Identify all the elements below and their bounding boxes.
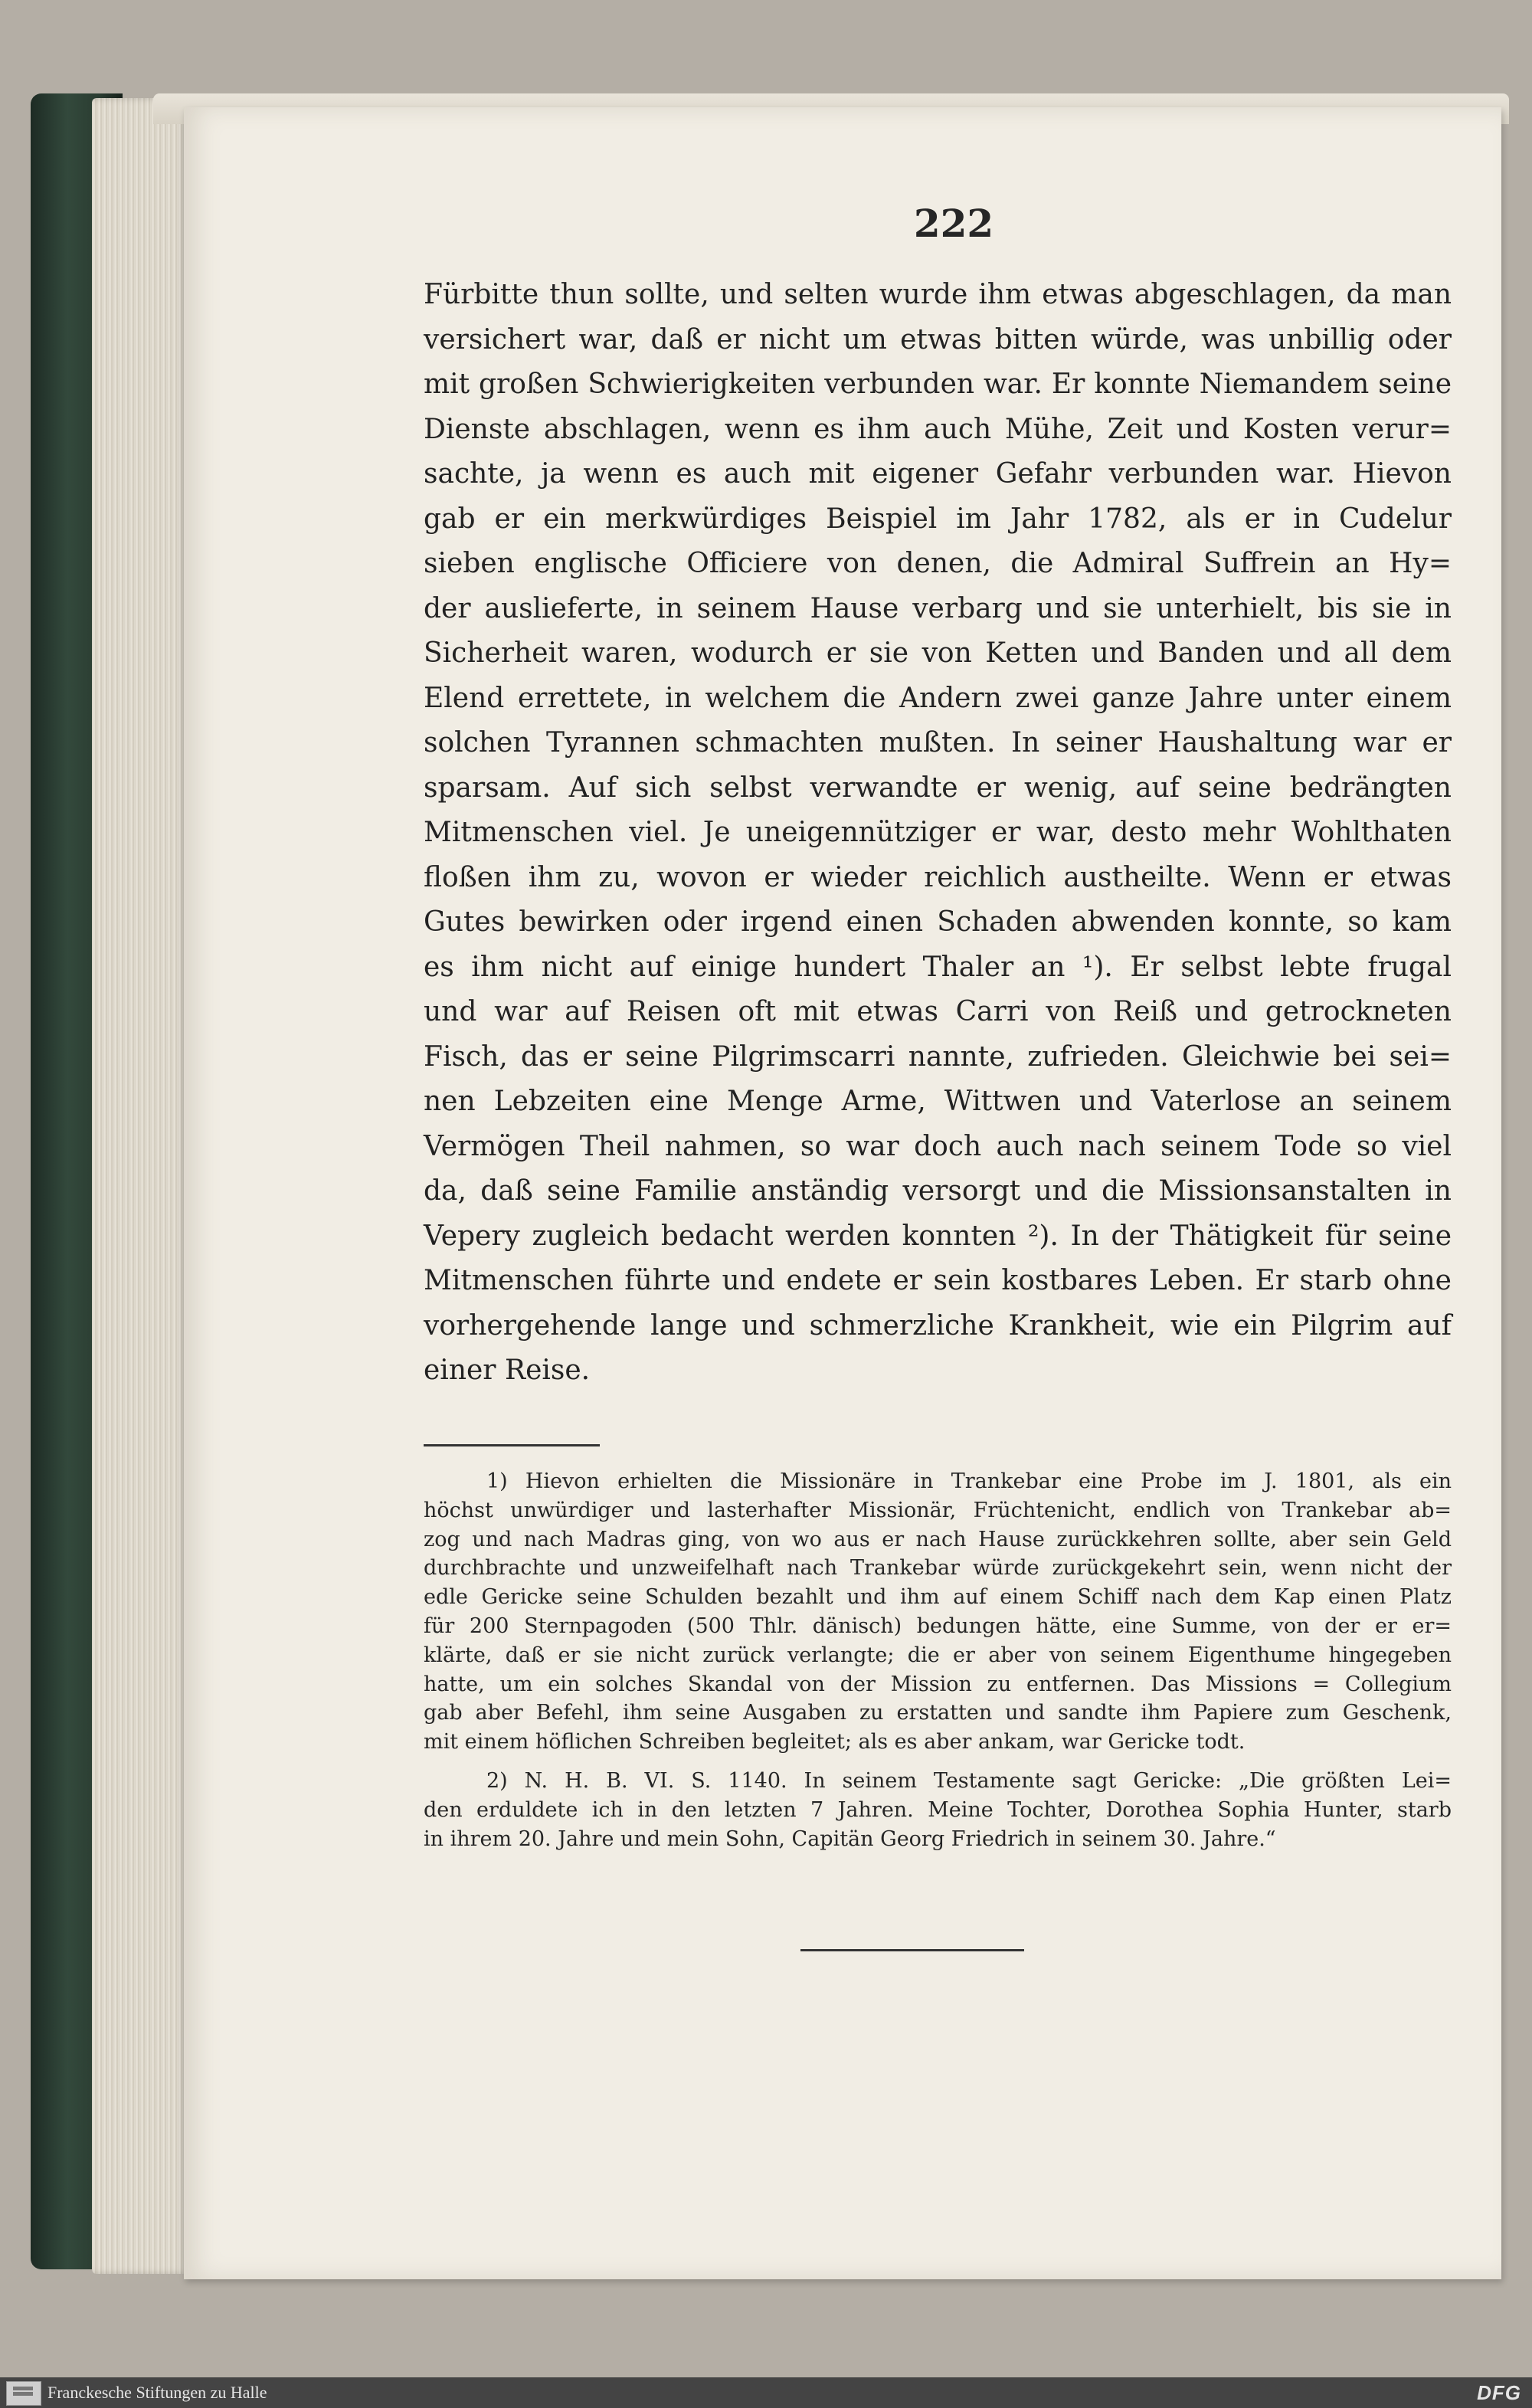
text-line: sieben englische Officiere von denen, die Admiral Suffrein an Hy= xyxy=(424,548,1452,579)
main-text xyxy=(424,273,1452,1394)
footnote-line: klärte, daß er sie nicht zurück verlangte; die er aber von seinem Eigenthume hingegeben xyxy=(424,1643,1452,1667)
text-line: floßen ihm zu, wovon er wieder reichlich austheilte. Wenn er etwas xyxy=(424,861,1452,893)
text-line: nen Lebzeiten eine Menge Arme, Wittwen und Vaterlose an seinem xyxy=(424,1086,1452,1117)
text-line: Sicherheit waren, wodurch er sie von Ketten und Banden und all dem xyxy=(424,637,1452,669)
institution-name: Franckesche Stiftungen zu Halle xyxy=(47,2383,267,2402)
text-line: Elend errettete, in welchem die Andern zwei ganze Jahre unter einem xyxy=(424,682,1452,714)
text-line: Gutes bewirken oder irgend einen Schaden abwenden konnte, so kam xyxy=(424,906,1452,938)
institution-logo-icon xyxy=(6,2381,41,2406)
footnote-line: den erduldete ich in den letzten 7 Jahren. Meine Tochter, Dorothea Sophia Hunter, starb xyxy=(424,1797,1452,1822)
page-number: 222 xyxy=(913,201,994,246)
text-line: Vepery zugleich bedacht werden konnten ²). In der Thätigkeit für seine xyxy=(424,1220,1452,1252)
footnote-line: höchst unwürdiger und lasterhafter Missionär, Früchtenicht, endlich von Trankebar ab= xyxy=(424,1498,1452,1522)
text-line: und war auf Reisen oft mit etwas Carri von Reiß und getrockneten xyxy=(424,996,1452,1027)
footnote-line: für 200 Sternpagoden (500 Thlr. dänisch) bedungen hätte, eine Summe, von der er er= xyxy=(424,1614,1452,1638)
footnotes xyxy=(424,1467,1452,1853)
text-line: Dienste abschlagen, wenn es ihm auch Mühe, Zeit und Kosten verur= xyxy=(424,413,1452,445)
text-line: Fisch, das er seine Pilgrimscarri nannte, zufrieden. Gleichwie bei sei= xyxy=(424,1040,1452,1073)
text-line: einer Reise. xyxy=(424,1355,591,1386)
footnote-line: edle Gericke seine Schulden bezahlt und ihm auf einem Schiff nach dem Kap einen Platz xyxy=(424,1585,1452,1610)
text-line: solchen Tyrannen schmachten mußten. In seiner Haushaltung war er xyxy=(424,727,1452,758)
end-rule xyxy=(800,1949,1024,1951)
footnote-line: durchbrachte und unzweifelhaft nach Trankebar würde zurückgekehrt sein, wenn nicht der xyxy=(424,1556,1452,1581)
text-line: sachte, ja wenn es auch mit eigener Gefahr verbunden war. Hievon xyxy=(424,458,1452,490)
dfg-logo: DFG xyxy=(1477,2381,1521,2404)
text-line: mit großen Schwierigkeiten verbunden war. Er konnte Niemandem seine xyxy=(424,369,1452,400)
text-line: Mitmenschen führte und endete er sein kostbares Leben. Er starb ohne xyxy=(424,1265,1452,1296)
text-line: vorhergehende lange und schmerzliche Krankheit, wie ein Pilgrim auf xyxy=(424,1309,1452,1342)
footnote-line: gab aber Befehl, ihm seine Ausgaben zu erstatten und sandte ihm Papiere zum Geschenk, xyxy=(424,1701,1452,1725)
footnote-line: mit einem höflichen Schreiben begleitet; als es aber ankam, war Gericke todt. xyxy=(424,1730,1246,1754)
footnote-line: zog und nach Madras ging, von wo aus er nach Hause zurückkehren sollte, aber sein Geld xyxy=(424,1527,1452,1551)
text-line: gab er ein merkwürdiges Beispiel im Jahr 1782, als er in Cudelur xyxy=(424,503,1452,535)
text-line: da, daß seine Familie anständig versorgt und die Missionsanstalten in xyxy=(424,1175,1452,1207)
footnote-line: hatte, um ein solches Skandal von der Mission zu entfernen. Das Missions = Collegium xyxy=(424,1672,1452,1696)
footnote-2 xyxy=(424,1767,1452,1853)
footnote-line: 2) N. H. B. VI. S. 1140. In seinem Testamente sagt Gericke: „Die größten Lei= xyxy=(486,1768,1452,1793)
footnote-line: in ihrem 20. Jahre und mein Sohn, Capitän Georg Friedrich in seinem 30. Jahre.“ xyxy=(424,1826,1276,1851)
text-line: sparsam. Auf sich selbst verwandte er wenig, auf seine bedrängten xyxy=(424,772,1452,804)
footnote-line: 1) Hievon erhielten die Missionäre in Trankebar eine Probe im J. 1801, als ein xyxy=(486,1469,1452,1493)
text-line: Mitmenschen viel. Je uneigennütziger er war, desto mehr Wohlthaten xyxy=(424,817,1452,848)
text-line: es ihm nicht auf einige hundert Thaler an ¹). Er selbst lebte frugal xyxy=(424,951,1452,983)
page-edges xyxy=(92,98,188,2274)
text-line: versichert war, daß er nicht um etwas bitten würde, was unbillig oder xyxy=(424,323,1452,355)
footnote-separator xyxy=(424,1444,600,1446)
text-line: Fürbitte thun sollte, und selten wurde ihm etwas abgeschlagen, da man xyxy=(424,279,1452,310)
footnote-1 xyxy=(424,1467,1452,1757)
footer-bar xyxy=(0,2377,1532,2408)
text-line: der auslieferte, in seinem Hause verbarg und sie unterhielt, bis sie in xyxy=(424,592,1452,624)
text-line: Vermögen Theil nahmen, so war doch auch nach seinem Tode so viel xyxy=(424,1130,1452,1162)
